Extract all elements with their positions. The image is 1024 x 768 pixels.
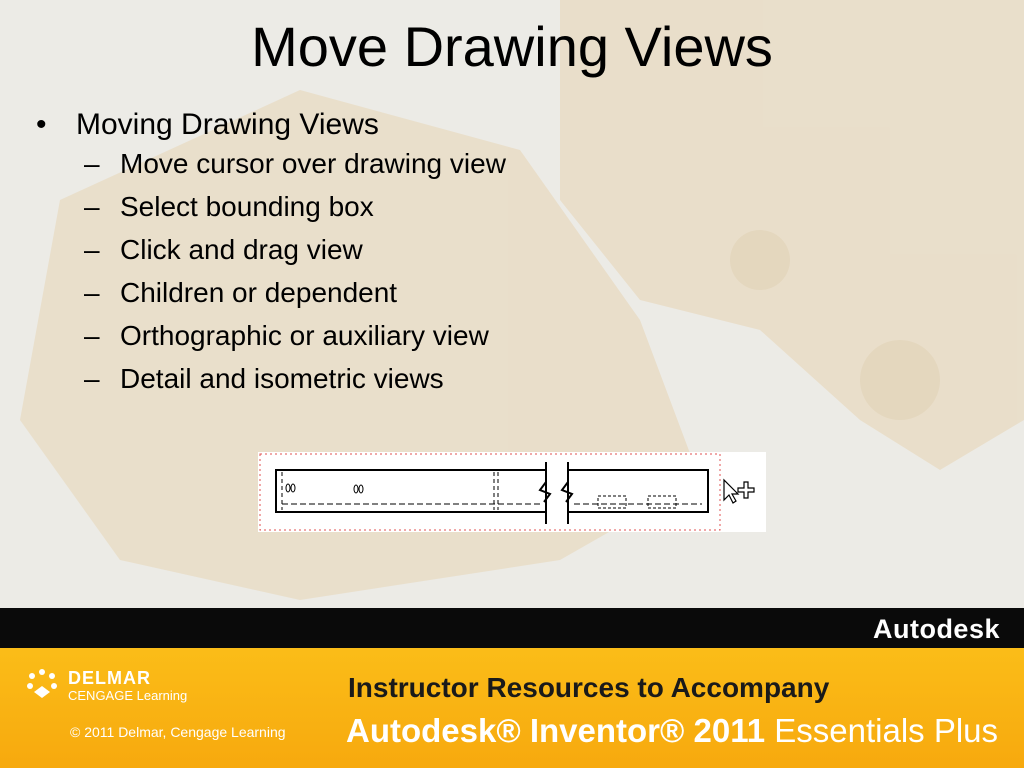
slide-title: Move Drawing Views [251,15,773,78]
drawing-view-illustration [258,452,766,532]
bullet-marker: • [36,108,47,141]
bullet-item [36,108,506,148]
dash-marker: – [84,234,100,265]
footer-orange-band [0,648,1024,768]
dash-marker: – [84,363,100,394]
dash-marker: – [84,320,100,351]
sub-bullet-list [36,148,506,406]
delmar-logo [22,664,232,704]
sub-item [84,234,506,277]
delmar-mark-icon [22,664,62,704]
sub-item [84,148,506,191]
sub-item-text: Select bounding box [120,191,374,222]
delmar-name: DELMAR [68,668,151,688]
sub-item-text: Children or dependent [120,277,398,308]
dash-marker: – [84,277,100,308]
sub-item-text: Detail and isometric views [120,363,444,394]
sub-item [84,320,506,363]
bullet-text: Moving Drawing Views [76,108,379,141]
autodesk-logo: Autodesk [872,614,1000,644]
sub-item [84,191,506,234]
copyright-text: © 2011 Delmar, Cengage Learning [70,724,286,740]
sub-item [84,363,506,406]
footer-black-band [0,608,1024,648]
sub-item-text: Orthographic or auxiliary view [120,320,489,351]
footer-line-2-brand: Autodesk® Inventor® 2011 [346,712,766,749]
sub-item-text: Click and drag view [120,234,363,265]
footer-line-1: Instructor Resources to Accompany [348,672,830,703]
footer-line-2-rest: Essentials Plus [774,712,999,749]
sub-item-text: Move cursor over drawing view [120,148,506,179]
bullet-list [36,108,506,406]
dash-marker: – [84,148,100,179]
sub-item [84,277,506,320]
drawing-background [258,452,766,532]
footer-line-2 [346,712,998,750]
delmar-subtitle: CENGAGE Learning [68,688,188,703]
dash-marker: – [84,191,100,222]
